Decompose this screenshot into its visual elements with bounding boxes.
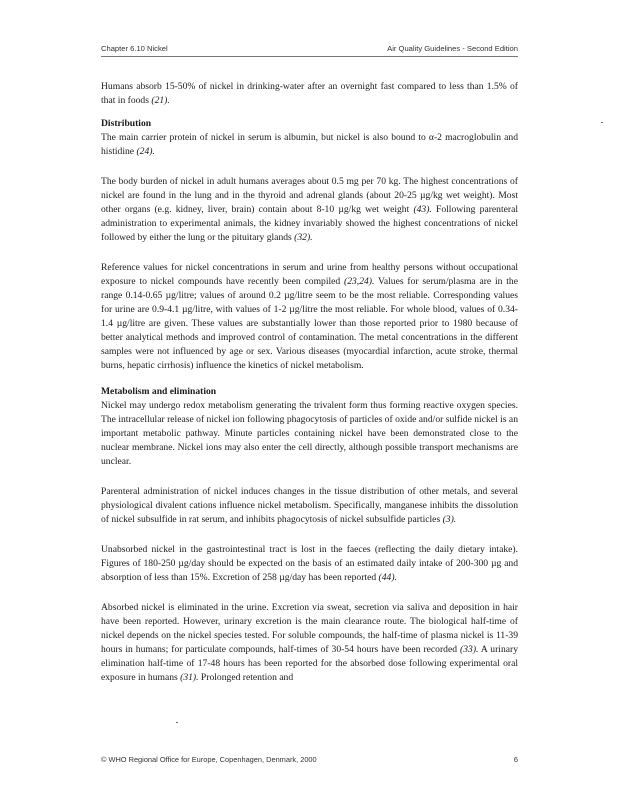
scan-speck	[601, 122, 603, 123]
body-text	[101, 80, 518, 694]
page-number: 6	[513, 755, 518, 764]
scan-speck	[176, 722, 178, 723]
paragraph-body-burden: The body burden of nickel in adult humans averages about 0.5 mg per 70 kg. The highest concentrations of nickel are found in the lung and in the thyroid and adrenal glands (about 20-25 µg/kg wet weight). Most other organs (e.g. kidney, liver, brain) contain about 8-10 µg/kg wet weight (43). Following parenteral administration to experimental animals, the kidney invariably showed the highest concentrations of nickel followed by either the lung or the pituitary glands (32).	[101, 176, 518, 243]
paragraph-absorption: Humans absorb 15-50% of nickel in drinking-water after an overnight fast compared to less than 1.5% of that in foods (21).	[101, 81, 518, 106]
page-footer	[101, 755, 518, 764]
paragraph-unabsorbed: Unabsorbed nickel in the gastrointestinal tract is lost in the faeces (reflecting the daily dietary intake). Figures of 180-250 µg/day should be expected on the basis of an estimated daily intake of 200-300 µg and absorption of less than 15%. Excretion of 258 µg/day has been reported (44).	[101, 544, 518, 583]
footer-copyright: © WHO Regional Office for Europe, Copenhagen, Denmark, 2000	[101, 755, 317, 764]
header-rule	[101, 56, 518, 57]
paragraph-elimination: Absorbed nickel is eliminated in the urine. Excretion via sweat, secretion via saliva and deposition in hair have been reported. However, urinary excretion is the main clearance route. The biological half-time of nickel depends on the nickel species tested. For soluble compounds, the half-time of plasma nickel is 11-39 hours in humans; for particulate compounds, half-times of 30-54 hours have been recorded (33). A urinary elimination half-time of 17-48 hours has been reported for the absorbed dose following experimental oral exposure in humans (31). Prolonged retention and	[101, 602, 519, 683]
header-chapter: Chapter 6.10 Nickel	[101, 44, 168, 53]
citation: (23,24).	[344, 276, 375, 287]
header-book-title: Air Quality Guidelines - Second Edition	[387, 44, 518, 53]
citation: (21).	[151, 95, 170, 106]
citation: (3).	[442, 514, 457, 525]
citation: (24).	[136, 146, 155, 157]
citation: (33).	[460, 644, 479, 655]
paragraph-carrier-protein: The main carrier protein of nickel in serum is albumin, but nickel is also bound to α-2 macroglobulin and histidine (24).	[101, 132, 518, 157]
heading-distribution: Distribution	[101, 118, 152, 129]
citation: (32).	[294, 232, 313, 243]
paragraph-reference-values: Reference values for nickel concentrations in serum and urine from healthy persons without occupational exposure to nickel compounds have recently been compiled (23,24). Values for serum/plasma are in the range 0.14-0.65 µg/litre; values of around 0.2 µg/litre seem to be the most reliable. Corresponding values for urine are 0.9-4.1 µg/litre, with values of 1-2 µg/litre the most reliable. For whole blood, values of 0.34-1.4 µg/litre are given. These values are substantially lower than those reported prior to 1980 because of better analytical methods and improved control of contamination. The metal concentrations in the different samples were not influenced by age or sex. Various diseases (myocardial infarction, acute stroke, thermal burns, hepatic cirrhosis) influence the kinetics of nickel metabolism.	[101, 262, 518, 371]
paragraph-parenteral: Parenteral administration of nickel induces changes in the tissue distribution of other metals, and several physiological divalent cations influence nickel metabolism. Specifically, manganese inhibits the dissolution of nickel subsulfide in rat serum, and inhibits phagocytosis of nickel subsulfide particles (3).	[101, 486, 518, 525]
citation: (31).	[180, 672, 199, 683]
citation: (43).	[413, 204, 432, 215]
paragraph-redox-metabolism: Nickel may undergo redox metabolism generating the trivalent form thus forming reactive oxygen species. The intracellular release of nickel ion following phagocytosis of particles of oxide and/or sulfide nickel is an important metabolic pathway. Minute particles containing nickel have been demonstrated close to the nuclear membrane. Nickel ions may also enter the cell directly, although possible transport mechanisms are unclear.	[101, 400, 518, 467]
heading-metabolism: Metabolism and elimination	[101, 386, 217, 397]
citation: (44).	[378, 572, 397, 583]
